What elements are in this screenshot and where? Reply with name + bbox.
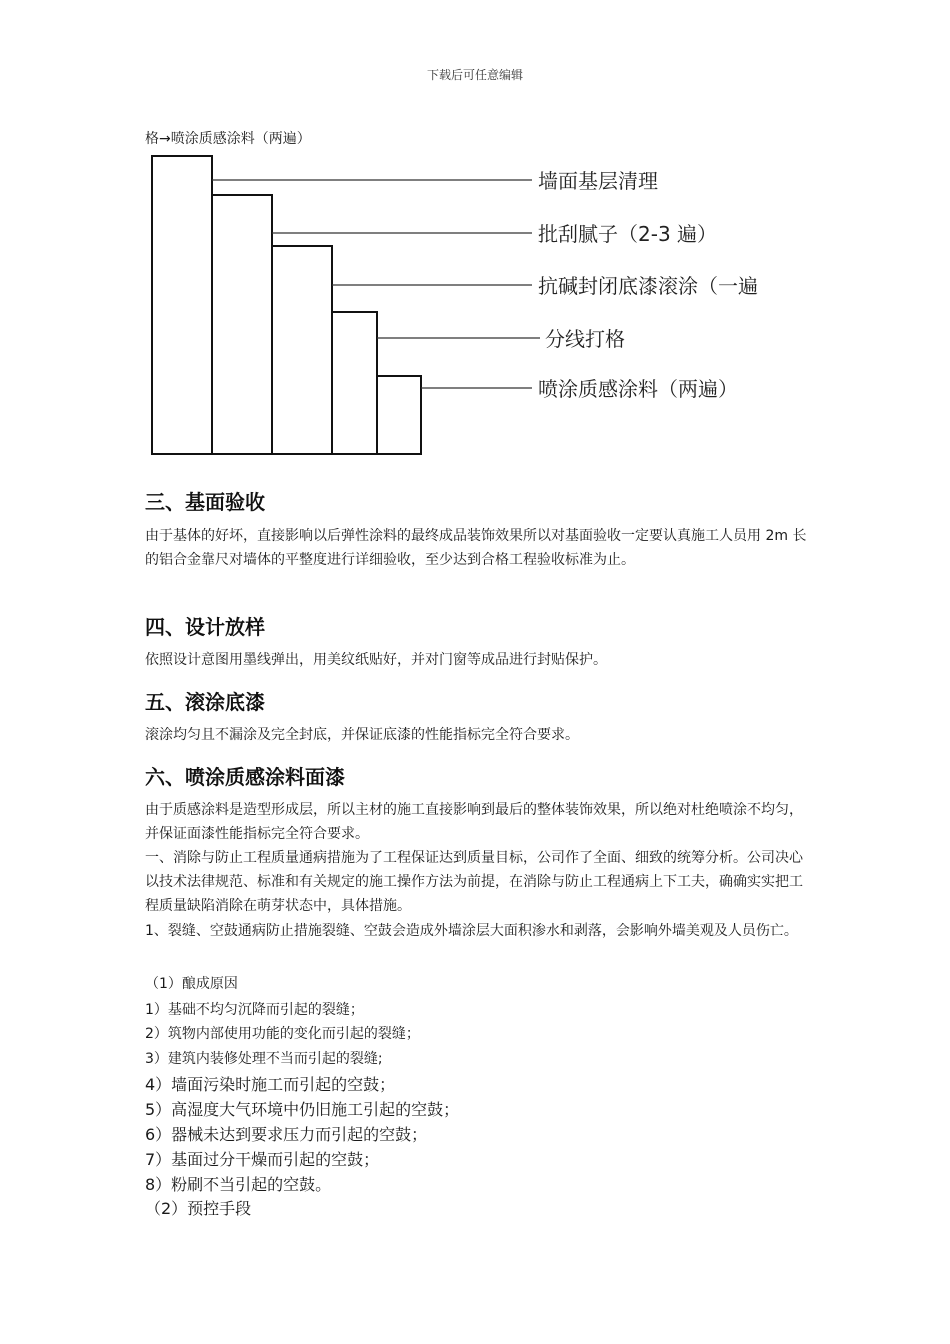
cause-title: （1）酿成原因 [145,976,238,992]
page-header: 下载后可任意编辑 [426,68,523,82]
step-label-4: 分线打格 [545,327,625,351]
section-heading-3: 三、基面验收 [145,490,265,514]
section-text-3: 由于基体的好坏，直接影响以后弹性涂料的最终成品装饰效果所以对基面验收一定要认真施工人员用 2m 长的铝合金靠尺对墙体的平整度进行详细验收，至少达到合格工程验收标准为止。 [145,528,807,568]
step-bar-3 [272,246,332,454]
step-bar-4 [332,312,377,454]
measures-paragraph: 一、消除与防止工程质量通病措施为了工程保证达到质量目标，公司作了全面、细致的统筹分析。公司决心以技术法律规范、标准和有关规定的施工操作方法为前提，在消除与防止工程通病上下工夫，确确实实把工程质量缺陷消除在萌芽状态中，具体措施。 [145,850,803,914]
cause-item: 4）墙面污染时施工而引起的空鼓； [145,1075,396,1094]
section-text-4: 依照设计意图用墨线弹出，用美纹纸贴好，并对门窗等成品进行封贴保护。 [145,652,607,668]
cause-item: 8）粉刷不当引起的空鼓。 [145,1175,332,1194]
step-bar-1 [152,156,212,454]
cause-item: 2）筑物内部使用功能的变化而引起的裂缝； [145,1026,420,1042]
cause-item: 6）器械未达到要求压力而引起的空鼓； [145,1125,428,1144]
section-heading-6: 六、喷涂质感涂料面漆 [145,765,345,789]
step-label-1: 墙面基层清理 [538,169,658,193]
step-label-3: 抗碱封闭底漆滚涂（一遍 [538,274,758,298]
section-heading-5: 五、滚涂底漆 [145,690,265,714]
step-label-5: 喷涂质感涂料（两遍） [538,377,738,401]
step-bar-2 [212,195,272,454]
cause-item: 1）基础不均匀沉降而引起的裂缝； [145,1002,364,1018]
crack-paragraph: 1、裂缝、空鼓通病防止措施裂缝、空鼓会造成外墙涂层大面积渗水和剥落，会影响外墙美观及人员伤亡。 [145,923,798,939]
step-label-2: 批刮腻子（2-3 遍） [538,222,718,246]
lead-in-text: 格→喷涂质感涂料（两遍） [145,131,311,147]
prevent-title: （2）预控手段 [145,1199,252,1218]
section-text-5: 滚涂均匀且不漏涂及完全封底，并保证底漆的性能指标完全符合要求。 [145,727,579,743]
step-bar-5 [377,376,421,454]
cause-item: 5）高湿度大气环境中仍旧施工引起的空鼓； [145,1100,460,1119]
process-diagram [140,148,820,468]
cause-item: 3）建筑内装修处理不当而引起的裂缝; [145,1051,383,1067]
cause-item: 7）基面过分干燥而引起的空鼓； [145,1150,380,1169]
section-heading-4: 四、设计放样 [145,615,265,639]
section-text-6: 由于质感涂料是造型形成层，所以主材的施工直接影响到最后的整体装饰效果，所以绝对杜绝喷涂不均匀，并保证面漆性能指标完全符合要求。 [145,802,803,842]
